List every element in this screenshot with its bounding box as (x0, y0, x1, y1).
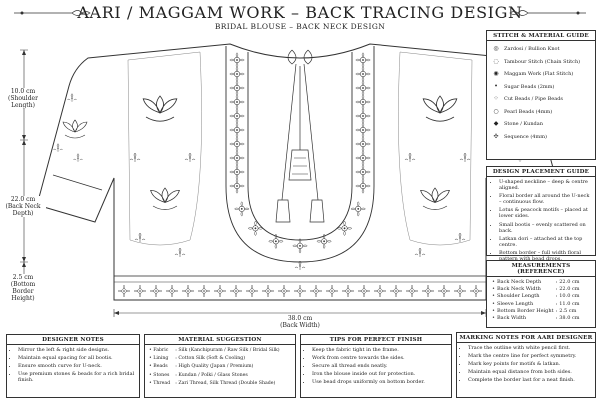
sequence-icon: ✣ (493, 132, 499, 140)
measurement-colon: : (555, 293, 558, 300)
stitch-guide-item (491, 68, 591, 81)
chain-stitch-icon: ◌ (493, 57, 499, 65)
designer-note: • Mirror the left & right side designs. (18, 347, 136, 353)
material-value: : Zari Thread, Silk Thread (Double Shade) (175, 380, 276, 386)
sugar-bead-icon: • (494, 82, 498, 90)
measurement-bullet: • (492, 286, 495, 293)
design-placement-guide (486, 166, 596, 256)
measurement-value: 38.0 cm (559, 315, 580, 322)
material-label: Stones (153, 372, 170, 378)
material-value: : Silk (Kanchipuram / Raw Silk / Bridal Silk) (175, 348, 280, 353)
stitch-guide-label: Zardosi / Bullion Knot (504, 46, 560, 52)
placement-item: • Floral border all around the U-neck – continuous flow. (499, 193, 591, 205)
width-label: (Back Width) (280, 322, 320, 329)
measurement-label: Bottom Border Height (496, 307, 554, 314)
measurement-bullet: • (492, 293, 495, 300)
tips-box (300, 334, 452, 398)
marking-note: • Mark key points for motifs & latkan. (468, 361, 592, 367)
stitch-guide-item (491, 56, 591, 69)
material-bullet: • (149, 348, 154, 353)
material-label: Fabric (153, 348, 169, 353)
stitch-guide-label: Sequence (4mm) (504, 133, 547, 140)
designer-notes (6, 334, 140, 398)
back-neck-label: (Back Neck Depth) (5, 203, 41, 217)
material-row (149, 355, 291, 363)
measurement-bullet: • (492, 300, 495, 307)
material-label: Beads (153, 364, 168, 370)
stitch-guide-label: Pearl Beads (4mm) (504, 108, 553, 115)
width-value: 38.0 cm (287, 315, 313, 322)
measurements-box (486, 260, 596, 328)
marking-note: • Complete the border last for a neat finish. (468, 377, 592, 383)
marking-heading: MARKING NOTES FOR AARI DESIGNER (457, 333, 595, 343)
page-subtitle: BRIDAL BLOUSE – BACK NECK DESIGN (214, 22, 386, 31)
marking-note: • Trace the outline with white pencil first. (468, 345, 592, 351)
designer-note: • Ensure smooth curve for U-neck. (18, 363, 136, 369)
page-title: AARI / MAGGAM WORK – BACK TRACING DESIGN (77, 3, 523, 22)
measurement-row (491, 308, 581, 315)
material-suggestion (144, 334, 296, 398)
placement-item: • Lotus & peacock motifs – placed at lower sides. (499, 207, 591, 219)
placement-guide-heading: DESIGN PLACEMENT GUIDE (487, 167, 595, 177)
stitch-guide-label: Cut Beads / Pipe Beads (504, 96, 563, 102)
material-bullet: • (149, 364, 154, 370)
measurement-colon: : (555, 300, 558, 307)
material-value: : Kundan / Polki / Glass Stones (175, 372, 248, 378)
cut-bead-icon: ⁘ (493, 95, 499, 102)
measurement-bullet: • (492, 279, 495, 285)
material-value: : Cotton Silk (Soft & Cooling) (175, 356, 246, 362)
stitch-guide-label: Stone / Kundan (504, 121, 543, 127)
pearl-bead-icon: ○ (493, 107, 499, 115)
stone-icon: ◆ (493, 120, 499, 127)
measurements-heading: MEASUREMENTS (REFERENCE) (487, 261, 595, 277)
material-bullet: • (149, 380, 154, 386)
stitch-guide-item (491, 131, 591, 144)
material-row (149, 372, 291, 380)
tip-item: • Keep the fabric tight in the frame. (312, 347, 448, 353)
stitch-guide-label: Tambour Stitch (Chain Stitch) (504, 58, 581, 65)
measurement-value: 10.0 cm (559, 293, 580, 300)
tip-item: • Work from centre towards the sides. (312, 355, 448, 361)
tip-item: • Secure all thread ends neatly. (312, 363, 448, 369)
stitch-guide-heading: STITCH & MATERIAL GUIDE (487, 31, 595, 41)
measurement-colon: : (555, 315, 558, 322)
measurement-row (491, 279, 581, 286)
measurement-value: 11.0 cm (559, 300, 580, 307)
measurement-bullet: • (492, 307, 495, 314)
bottom-value: 2.5 cm (12, 274, 34, 281)
placement-item: • Bottom border – full width floral (499, 250, 591, 262)
stitch-guide-item (491, 43, 591, 56)
bottom-label: (Bottom Border Height) (10, 281, 36, 302)
measurement-value: 2.5 cm (559, 307, 577, 314)
shoulder-value: 10.0 cm (10, 88, 36, 95)
material-row (149, 380, 291, 388)
stitch-guide-item (491, 93, 591, 106)
material-value: : High Quality (Japan / Premium) (175, 364, 254, 370)
tip-item: • Use bead drops uniformly on bottom border. (312, 379, 448, 385)
measurement-bullet: • (492, 315, 495, 322)
stitch-guide-label: Maggam Work (Flat Stitch) (504, 71, 574, 77)
shoulder-label: (Shoulder Length) (8, 95, 38, 109)
measurement-row (491, 315, 581, 322)
measurement-label: Shoulder Length (496, 293, 540, 300)
placement-item: • Small bootis – evenly scattered on back. (499, 222, 591, 234)
material-row (149, 363, 291, 371)
designer-notes-heading: DESIGNER NOTES (7, 335, 139, 345)
material-bullet: • (149, 372, 154, 378)
stitch-guide-item (491, 81, 591, 94)
stitch-guide-item (491, 118, 591, 131)
material-label: Lining (153, 356, 169, 362)
designer-note: • Maintain equal spacing for all bootis. (18, 355, 136, 361)
dimension-shoulder (0, 88, 46, 109)
material-heading: MATERIAL SUGGESTION (145, 335, 295, 345)
marking-note: • Mark the centre line for perfect symmetry. (468, 353, 592, 359)
measurement-row (491, 301, 581, 308)
placement-item: • Latkan dori – attached at the top centre. (499, 236, 591, 248)
material-label: Thread (153, 380, 171, 386)
tip-item: • Iron the blouse inside out for protection. (312, 371, 448, 377)
measurement-row (491, 293, 581, 300)
measurement-value: 22.0 cm (559, 286, 580, 293)
measurement-colon: : (555, 307, 558, 314)
measurement-label: Sleeve Length (496, 300, 534, 307)
back-neck-value: 22.0 cm (10, 196, 36, 203)
stitch-guide-label: Sugar Beads (2mm) (504, 83, 555, 90)
measurement-row (491, 286, 581, 293)
dimension-back-neck (0, 196, 46, 217)
designer-note: • Use premium stones & beads for a rich bridal finish. (18, 371, 136, 383)
measurement-colon: : (555, 286, 558, 293)
measurement-label: Back Width (496, 315, 527, 322)
material-row (149, 347, 291, 355)
flat-stitch-icon: ◉ (493, 70, 499, 77)
dimension-bottom (0, 274, 46, 302)
material-bullet: • (149, 356, 154, 362)
marking-notes (456, 332, 596, 398)
measurement-label: Back Neck Depth (496, 279, 542, 285)
zardosi-icon: ◎ (493, 45, 499, 52)
measurement-value: 22.0 cm (559, 279, 580, 285)
stitch-material-guide (486, 30, 596, 160)
measurement-label: Back Neck Width (496, 286, 541, 293)
dimension-width (260, 315, 340, 329)
stitch-guide-item (491, 106, 591, 119)
measurement-colon: : (555, 279, 558, 285)
tips-heading: TIPS FOR PERFECT FINISH (301, 335, 451, 345)
placement-item: • U-shaped neckline – deep & centre aligned. (499, 179, 591, 191)
marking-note: • Maintain equal distance from both sides. (468, 369, 592, 375)
